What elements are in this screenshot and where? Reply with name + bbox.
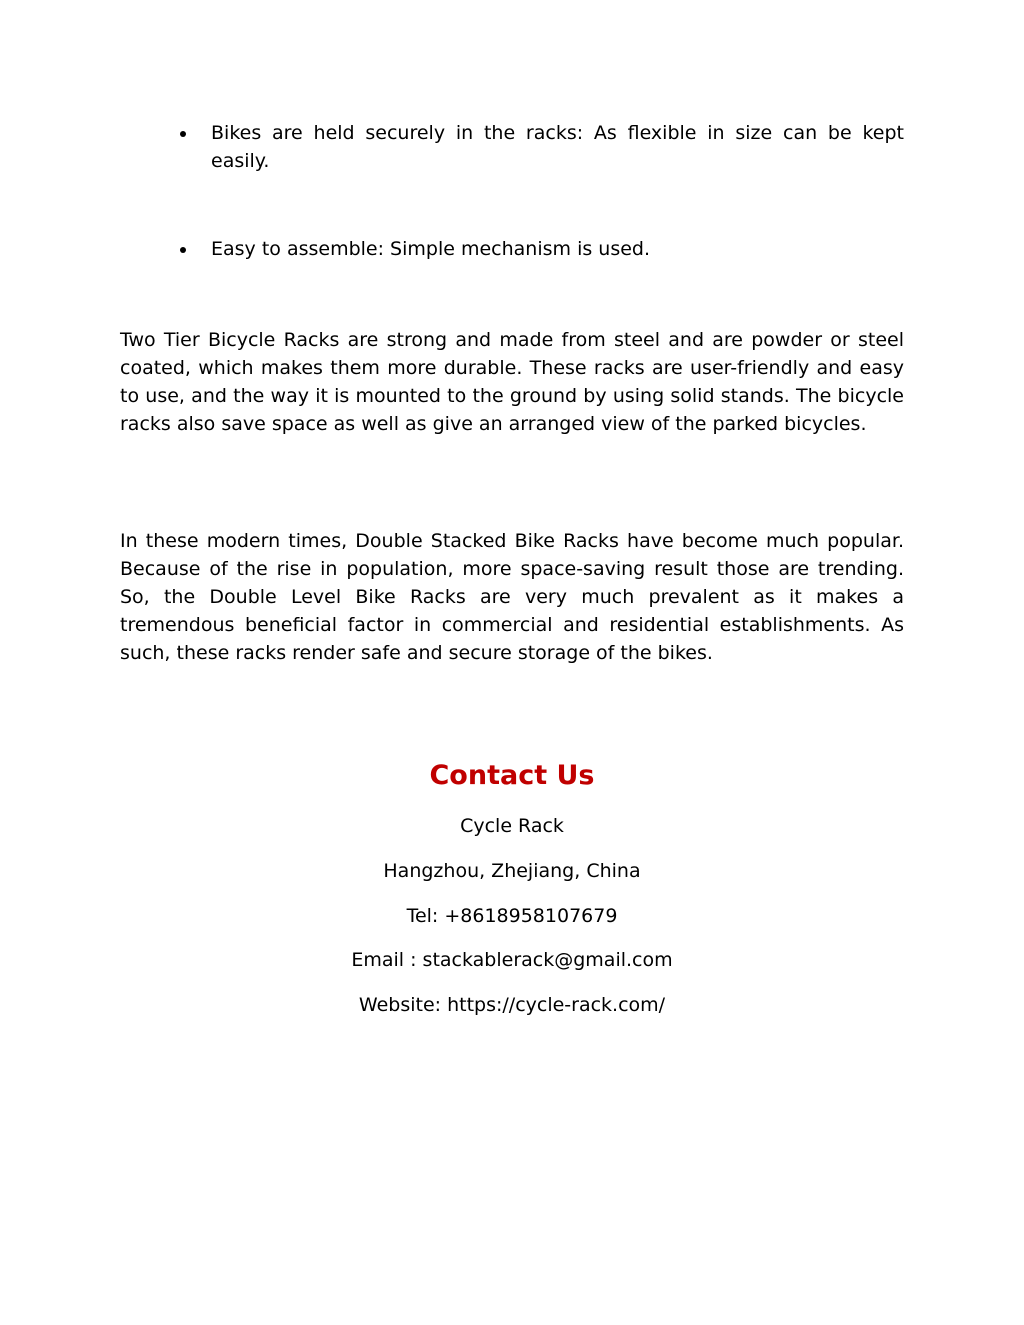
feature-list — [120, 119, 904, 175]
contact-location: Hangzhou, Zhejiang, China — [383, 860, 641, 882]
bullet-icon — [180, 131, 186, 137]
body-paragraph: In these modern times, Double Stacked Bike Racks have become much popular. Because of the rise in population, more space-saving result those are trending. So, the Double Level Bike Racks are very much prevalent as it makes a tremendous beneficial factor in commercial and residential establishments. As such, these racks render safe and secure storage of the bikes. — [120, 530, 904, 664]
contact-tel: Tel: +8618958107679 — [406, 905, 618, 927]
feature-list — [120, 235, 904, 263]
contact-company: Cycle Rack — [460, 815, 564, 837]
body-paragraph: Two Tier Bicycle Racks are strong and made from steel and are powder or steel coated, which makes them more durable. These racks are user-friendly and easy to use, and the way it is mounted to the ground by using solid stands. The bicycle racks also save space as well as give an arranged view of the parked bicycles. — [120, 329, 904, 435]
feature-text: Bikes are held securely in the racks: As flexible in size can be kept easily. — [211, 122, 904, 172]
contact-email: Email : stackablerack@gmail.com — [351, 949, 673, 971]
contact-heading: Contact Us — [429, 760, 595, 791]
feature-text: Easy to assemble: Simple mechanism is used. — [211, 238, 651, 260]
feature-list-item — [120, 119, 904, 175]
feature-list-item — [120, 235, 904, 263]
bullet-icon — [180, 247, 186, 253]
contact-website: Website: https://cycle-rack.com/ — [358, 994, 666, 1016]
